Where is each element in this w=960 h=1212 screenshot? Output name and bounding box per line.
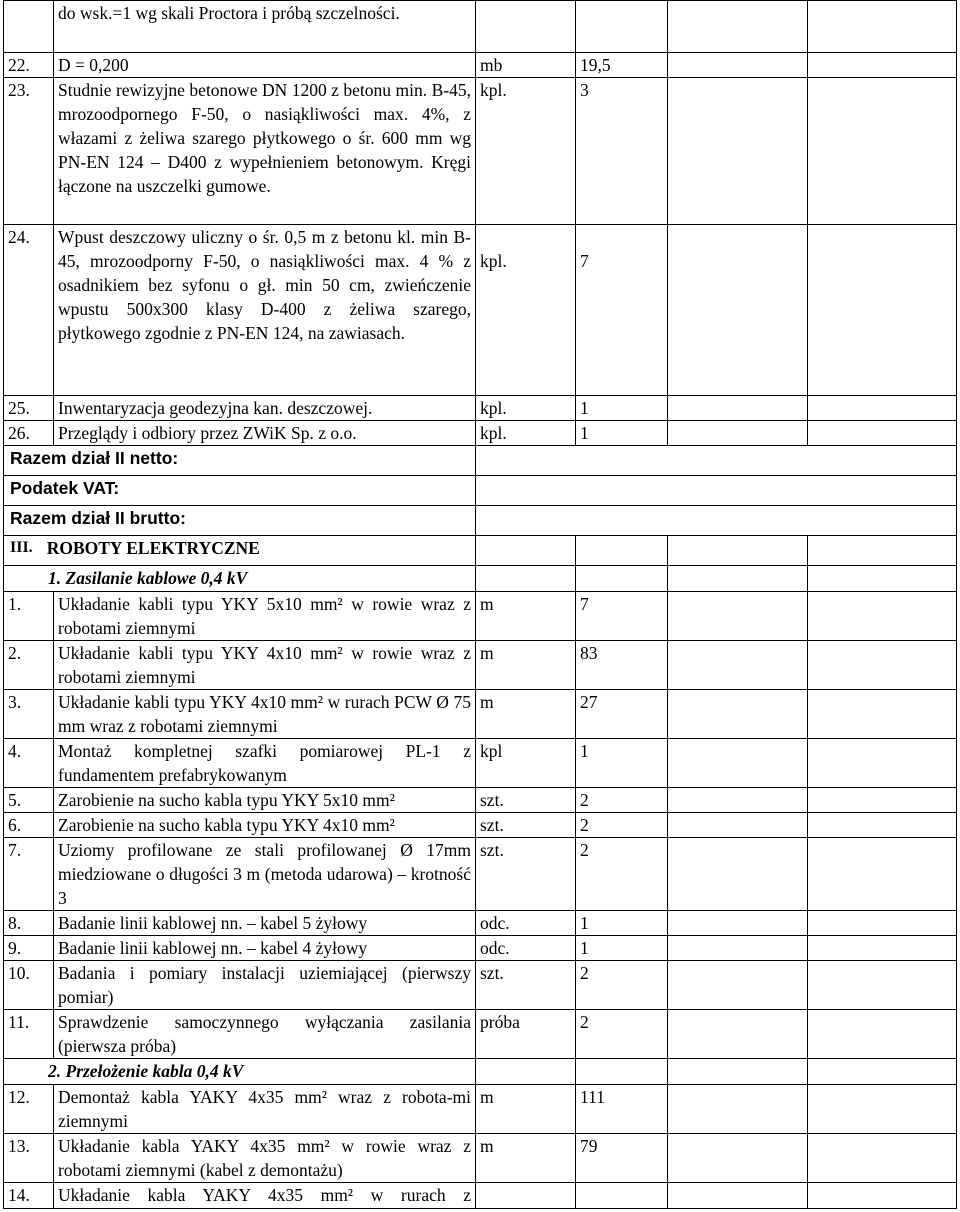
row-price-cell <box>668 53 808 78</box>
row-value-cell <box>808 1134 957 1183</box>
row-number: 1. <box>4 592 54 641</box>
row-price-cell <box>668 592 808 641</box>
row-value-cell <box>808 788 957 813</box>
summary-netto-value <box>476 446 957 476</box>
subsection-title: 2. Przełożenie kabla 0,4 kV <box>4 1059 476 1085</box>
row-unit <box>476 1 576 53</box>
table-row <box>4 690 957 739</box>
row-description: Układanie kabla YAKY 4x35 mm² w rurach z <box>54 1183 476 1209</box>
section-number: III. <box>10 539 33 556</box>
row-value-cell <box>808 838 957 911</box>
row-price-cell <box>668 1134 808 1183</box>
row-unit: m <box>476 1134 576 1183</box>
summary-brutto-value <box>476 506 957 536</box>
table-row <box>4 961 957 1010</box>
empty-cell <box>476 1059 576 1085</box>
row-unit <box>476 1183 576 1209</box>
row-value-cell <box>808 53 957 78</box>
subsection-header-row <box>4 1059 957 1085</box>
row-value-cell <box>808 592 957 641</box>
row-value-cell <box>808 1 957 53</box>
summary-brutto-label: Razem dział II brutto: <box>4 506 476 536</box>
table-row <box>4 592 957 641</box>
row-unit: szt. <box>476 813 576 838</box>
row-price-cell <box>668 1085 808 1134</box>
row-description: Przeglądy i odbiory przez ZWiK Sp. z o.o. <box>54 421 476 446</box>
row-price-cell <box>668 1 808 53</box>
subsection-title: 1. Zasilanie kablowe 0,4 kV <box>4 566 476 592</box>
row-unit: szt. <box>476 788 576 813</box>
row-number: 26. <box>4 421 54 446</box>
row-value-cell <box>808 396 957 421</box>
row-price-cell <box>668 78 808 225</box>
row-value-cell <box>808 911 957 936</box>
row-price-cell <box>668 911 808 936</box>
empty-cell <box>808 536 957 566</box>
row-quantity: 1 <box>576 421 668 446</box>
table-row <box>4 1183 957 1209</box>
empty-cell <box>576 536 668 566</box>
row-description: Sprawdzenie samoczynnego wyłączania zasilania (pierwsza próba) <box>54 1010 476 1059</box>
row-number: 24. <box>4 225 54 396</box>
row-unit: odc. <box>476 911 576 936</box>
row-value-cell <box>808 421 957 446</box>
row-number: 25. <box>4 396 54 421</box>
row-value-cell <box>808 739 957 788</box>
empty-cell <box>668 1059 808 1085</box>
row-quantity: 3 <box>576 78 668 225</box>
table-row <box>4 641 957 690</box>
row-description: do wsk.=1 wg skali Proctora i próbą szczelności. <box>54 1 476 53</box>
row-price-cell <box>668 1010 808 1059</box>
row-number <box>4 1 54 53</box>
row-number: 22. <box>4 53 54 78</box>
row-description: Demontaż kabla YAKY 4x35 mm² wraz z robota-mi ziemnymi <box>54 1085 476 1134</box>
row-unit: próba <box>476 1010 576 1059</box>
row-number: 2. <box>4 641 54 690</box>
row-quantity: 2 <box>576 813 668 838</box>
table-row <box>4 1 957 53</box>
row-description: Badania i pomiary instalacji uziemiającej (pierwszy pomiar) <box>54 961 476 1010</box>
row-value-cell <box>808 1183 957 1209</box>
table-row <box>4 788 957 813</box>
row-unit: m <box>476 641 576 690</box>
empty-cell <box>476 536 576 566</box>
empty-cell <box>808 1059 957 1085</box>
row-value-cell <box>808 225 957 396</box>
row-description: Układanie kabla YAKY 4x35 mm² w rowie wraz z robotami ziemnymi (kabel z demontażu) <box>54 1134 476 1183</box>
row-number: 23. <box>4 78 54 225</box>
row-description: D = 0,200 <box>54 53 476 78</box>
row-value-cell <box>808 1010 957 1059</box>
table-row <box>4 225 957 396</box>
row-number: 12. <box>4 1085 54 1134</box>
table-row <box>4 396 957 421</box>
row-quantity: 7 <box>576 592 668 641</box>
row-price-cell <box>668 936 808 961</box>
summary-netto-label: Razem dział II netto: <box>4 446 476 476</box>
empty-cell <box>668 566 808 592</box>
row-price-cell <box>668 421 808 446</box>
row-value-cell <box>808 641 957 690</box>
row-description: Układanie kabli typu YKY 4x10 mm² w rowie wraz z robotami ziemnymi <box>54 641 476 690</box>
row-quantity <box>576 1183 668 1209</box>
row-value-cell <box>808 961 957 1010</box>
row-quantity: 7 <box>576 225 668 396</box>
row-unit: kpl <box>476 739 576 788</box>
row-price-cell <box>668 1183 808 1209</box>
row-number: 8. <box>4 911 54 936</box>
row-price-cell <box>668 788 808 813</box>
row-unit: kpl. <box>476 225 576 396</box>
row-unit: szt. <box>476 838 576 911</box>
row-quantity: 1 <box>576 396 668 421</box>
summary-row-netto <box>4 446 957 476</box>
row-number: 13. <box>4 1134 54 1183</box>
row-unit: szt. <box>476 961 576 1010</box>
row-number: 10. <box>4 961 54 1010</box>
row-number: 11. <box>4 1010 54 1059</box>
row-description: Montaż kompletnej szafki pomiarowej PL-1 z fundamentem prefabrykowanym <box>54 739 476 788</box>
row-unit: m <box>476 690 576 739</box>
row-price-cell <box>668 225 808 396</box>
row-unit: kpl. <box>476 421 576 446</box>
row-quantity: 1 <box>576 739 668 788</box>
row-number: 14. <box>4 1183 54 1209</box>
row-price-cell <box>668 690 808 739</box>
row-price-cell <box>668 739 808 788</box>
row-value-cell <box>808 813 957 838</box>
table-row <box>4 911 957 936</box>
row-quantity <box>576 1 668 53</box>
row-number: 7. <box>4 838 54 911</box>
table-row <box>4 1085 957 1134</box>
summary-vat-label: Podatek VAT: <box>4 476 476 506</box>
row-description: Uziomy profilowane ze stali profilowanej Ø 17mm miedziowane o długości 3 m (metoda udarowa) – krotność 3 <box>54 838 476 911</box>
table-row <box>4 421 957 446</box>
cost-estimate-table <box>3 0 957 1209</box>
row-quantity: 2 <box>576 788 668 813</box>
row-number: 9. <box>4 936 54 961</box>
row-description: Układanie kabli typu YKY 5x10 mm² w rowie wraz z robotami ziemnymi <box>54 592 476 641</box>
table-row <box>4 1134 957 1183</box>
row-price-cell <box>668 961 808 1010</box>
row-value-cell <box>808 690 957 739</box>
row-description: Inwentaryzacja geodezyjna kan. deszczowej. <box>54 396 476 421</box>
row-quantity: 79 <box>576 1134 668 1183</box>
table-row <box>4 78 957 225</box>
row-quantity: 83 <box>576 641 668 690</box>
row-value-cell <box>808 936 957 961</box>
row-unit: kpl. <box>476 396 576 421</box>
row-quantity: 27 <box>576 690 668 739</box>
row-quantity: 1 <box>576 911 668 936</box>
table-row <box>4 936 957 961</box>
row-description: Układanie kabli typu YKY 4x10 mm² w rurach PCW Ø 75 mm wraz z robotami ziemnymi <box>54 690 476 739</box>
empty-cell <box>576 1059 668 1085</box>
empty-cell <box>668 536 808 566</box>
row-price-cell <box>668 813 808 838</box>
row-price-cell <box>668 838 808 911</box>
row-quantity: 111 <box>576 1085 668 1134</box>
row-price-cell <box>668 641 808 690</box>
row-number: 5. <box>4 788 54 813</box>
row-unit: mb <box>476 53 576 78</box>
row-quantity: 2 <box>576 961 668 1010</box>
row-unit: m <box>476 1085 576 1134</box>
row-unit: m <box>476 592 576 641</box>
row-description: Zarobienie na sucho kabla typu YKY 5x10 mm² <box>54 788 476 813</box>
table-row <box>4 1010 957 1059</box>
row-description: Studnie rewizyjne betonowe DN 1200 z betonu min. B-45, mrozoodpornego F-50, o nasiąkliwości max. 4%, z włazami z żeliwa szarego płytkowego o śr. 600 mm wg PN-EN 124 – D400 z wypełnieniem betonowym. Kręgi łączone na uszczelki gumowe. <box>54 78 476 225</box>
row-description: Badanie linii kablowej nn. – kabel 5 żyłowy <box>54 911 476 936</box>
section-title: ROBOTY ELEKTRYCZNE <box>46 538 260 558</box>
row-value-cell <box>808 78 957 225</box>
row-price-cell <box>668 396 808 421</box>
row-description: Wpust deszczowy uliczny o śr. 0,5 m z betonu kl. min B-45, mrozoodporny F-50, o nasiąkliwości max. 4 % z osadnikiem bez syfonu o gł. min 50 cm, zwieńczenie wpustu 500x300 klasy D-400 z żeliwa szarego, płytkowego zgodnie z PN-EN 124, na zawiasach. <box>54 225 476 396</box>
empty-cell <box>808 566 957 592</box>
table-row <box>4 53 957 78</box>
empty-cell <box>476 566 576 592</box>
row-quantity: 2 <box>576 1010 668 1059</box>
row-unit: kpl. <box>476 78 576 225</box>
row-quantity: 2 <box>576 838 668 911</box>
row-quantity: 1 <box>576 936 668 961</box>
summary-vat-value <box>476 476 957 506</box>
row-quantity: 19,5 <box>576 53 668 78</box>
empty-cell <box>576 566 668 592</box>
summary-row-brutto <box>4 506 957 536</box>
summary-row-vat <box>4 476 957 506</box>
row-number: 3. <box>4 690 54 739</box>
row-number: 4. <box>4 739 54 788</box>
subsection-header-row <box>4 566 957 592</box>
row-number: 6. <box>4 813 54 838</box>
table-row <box>4 838 957 911</box>
row-value-cell <box>808 1085 957 1134</box>
row-description: Zarobienie na sucho kabla typu YKY 4x10 mm² <box>54 813 476 838</box>
table-row <box>4 739 957 788</box>
table-row <box>4 813 957 838</box>
section-header-row <box>4 536 957 566</box>
row-unit: odc. <box>476 936 576 961</box>
row-description: Badanie linii kablowej nn. – kabel 4 żyłowy <box>54 936 476 961</box>
section-title-cell <box>4 536 476 566</box>
